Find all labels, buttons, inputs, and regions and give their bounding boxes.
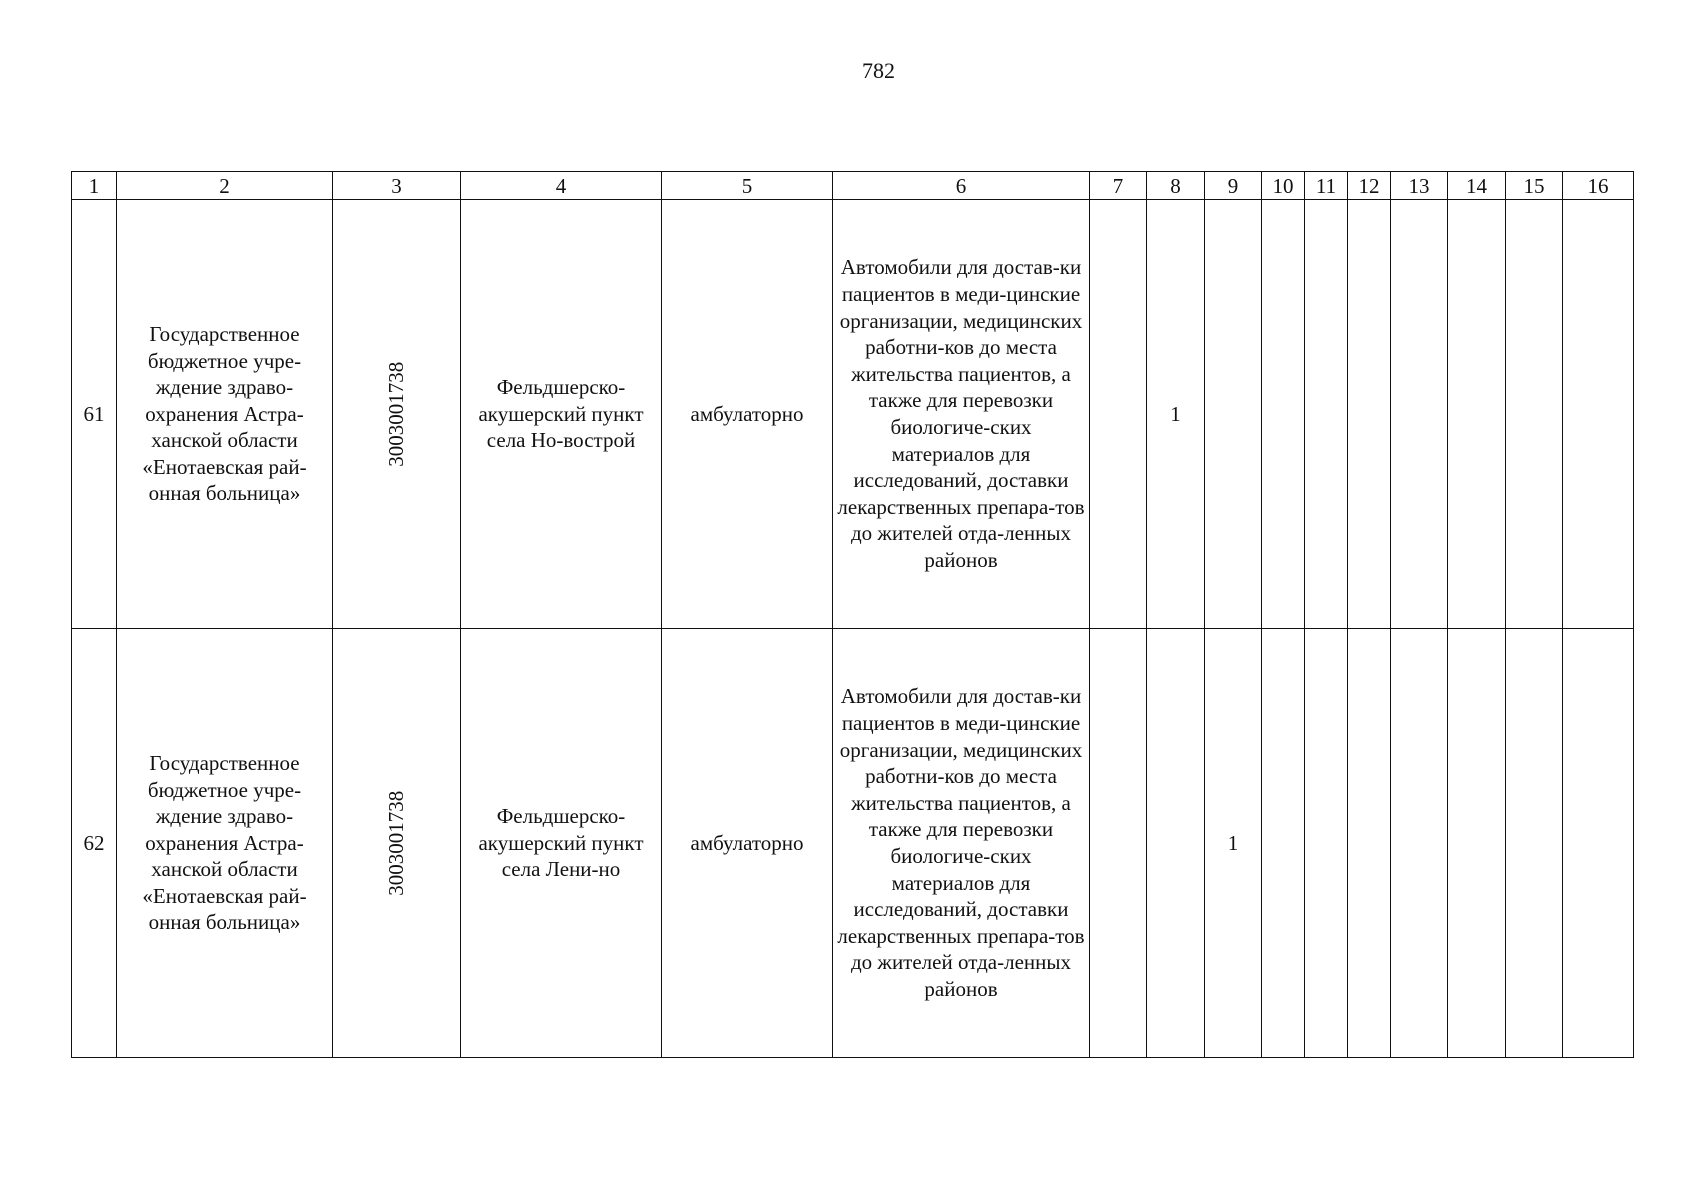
data-table [71,171,1634,1058]
unit-cell [461,629,662,1058]
unit-text: Фельдшерско-акушерский пункт села Но-вострой [478,375,644,453]
purpose-text: Автомобили для достав-ки пациентов в меди-цинские организации, медицинских работни-ков до места жительства пациентов, а также для перевозки биологиче-ских материалов для исследований, доставки лекарственных препара-тов до жителей отда-ленных районов [837,684,1085,1001]
care-mode-cell: амбулаторно [662,629,833,1058]
value-cell-14 [1448,629,1506,1058]
value-cell-15 [1506,629,1563,1058]
value-cell-13 [1391,629,1448,1058]
value-cell-8 [1147,629,1205,1058]
organization-text: Государственное бюджетное учре-ждение здраво-охранения Астра-ханской области «Енотаевская рай-онная больница» [142,750,307,935]
column-number-10: 10 [1262,172,1305,200]
table-row [72,200,1634,629]
column-number-5: 5 [662,172,833,200]
row-number-cell: 62 [72,629,117,1058]
purpose-cell [833,629,1090,1058]
care-mode-cell: амбулаторно [662,200,833,629]
column-number-16: 16 [1563,172,1634,200]
inn-cell [333,200,461,629]
value-cell-11 [1305,200,1348,629]
column-number-13: 13 [1391,172,1448,200]
organization-cell [117,629,333,1058]
value-cell-11 [1305,629,1348,1058]
value-cell-14 [1448,200,1506,629]
column-number-2: 2 [117,172,333,200]
value-cell-10 [1262,200,1305,629]
column-number-12: 12 [1348,172,1391,200]
column-number-6: 6 [833,172,1090,200]
inn-text: 3003001738 [384,790,409,896]
value-cell-8: 1 [1147,200,1205,629]
value-cell-9 [1205,200,1262,629]
page-number: 782 [862,58,895,83]
column-number-7: 7 [1090,172,1147,200]
value-cell-16 [1563,200,1634,629]
table-row [72,629,1634,1058]
inn-text: 3003001738 [384,361,409,467]
value-cell-12 [1348,200,1391,629]
row-number-cell: 61 [72,200,117,629]
column-number-row [72,172,1634,200]
unit-cell [461,200,662,629]
organization-text: Государственное бюджетное учре-ждение здраво-охранения Астра-ханской области «Енотаевская рай-онная больница» [142,321,307,506]
value-cell-7 [1090,200,1147,629]
purpose-cell [833,200,1090,629]
value-cell-12 [1348,629,1391,1058]
value-cell-13 [1391,200,1448,629]
column-number-15: 15 [1506,172,1563,200]
purpose-text: Автомобили для достав-ки пациентов в меди-цинские организации, медицинских работни-ков до места жительства пациентов, а также для перевозки биологиче-ских материалов для исследований, доставки лекарственных препара-тов до жителей отда-ленных районов [837,255,1085,572]
unit-text: Фельдшерско-акушерский пункт села Лени-но [478,804,644,882]
inn-cell [333,629,461,1058]
column-number-9: 9 [1205,172,1262,200]
column-number-4: 4 [461,172,662,200]
organization-cell [117,200,333,629]
value-cell-16 [1563,629,1634,1058]
column-number-1: 1 [72,172,117,200]
value-cell-9: 1 [1205,629,1262,1058]
column-number-14: 14 [1448,172,1506,200]
value-cell-10 [1262,629,1305,1058]
column-number-11: 11 [1305,172,1348,200]
column-number-3: 3 [333,172,461,200]
column-number-8: 8 [1147,172,1205,200]
value-cell-15 [1506,200,1563,629]
value-cell-7 [1090,629,1147,1058]
